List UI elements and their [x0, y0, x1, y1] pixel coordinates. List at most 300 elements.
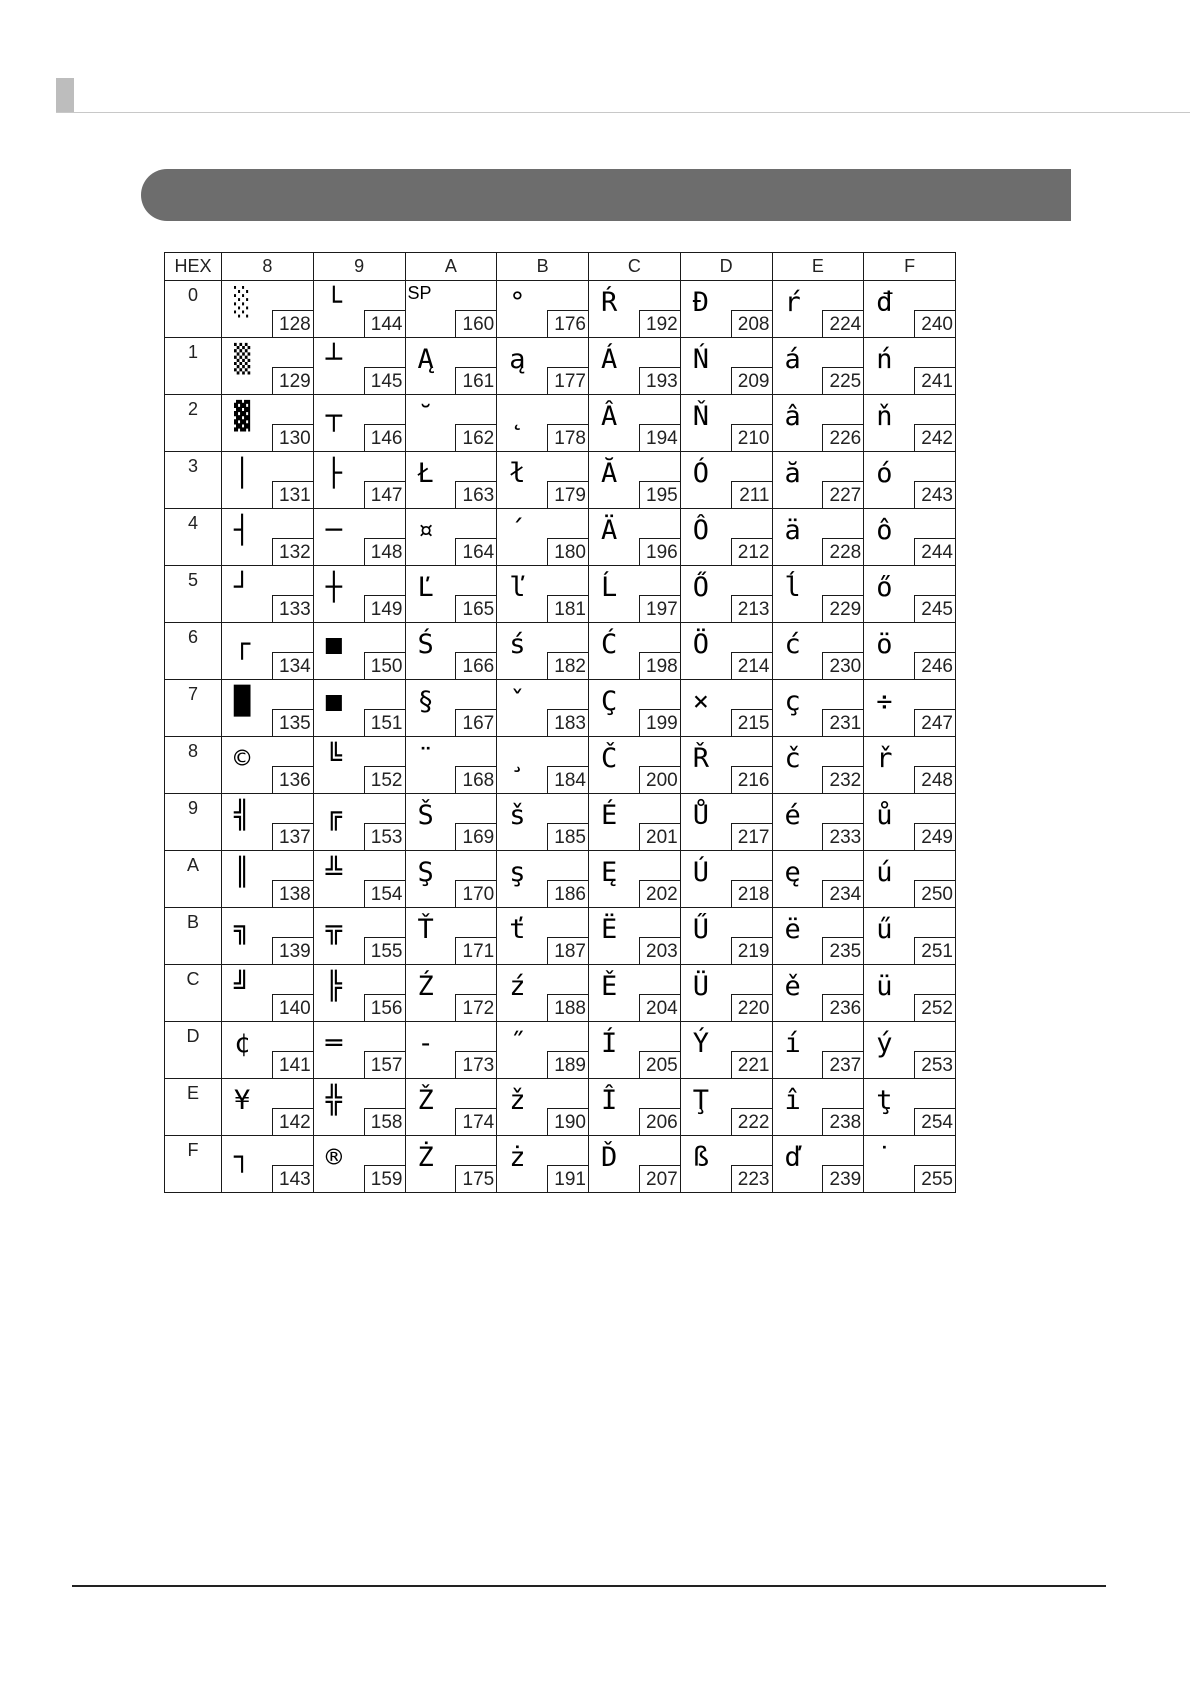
character-cell [772, 680, 864, 737]
decimal-code-box: 149 [364, 595, 405, 622]
decimal-code-box: 164 [455, 538, 496, 565]
column-header: 8 [222, 253, 314, 281]
decimal-code-box: 137 [272, 823, 313, 850]
character-glyph: ˇ [509, 686, 526, 717]
decimal-code-box: 181 [547, 595, 588, 622]
character-cell [864, 851, 956, 908]
character-cell [405, 623, 497, 680]
character-glyph: ë [784, 914, 801, 945]
character-glyph: ŕ [784, 287, 801, 318]
decimal-code-box: 193 [639, 367, 680, 394]
decimal-code-box: 170 [455, 880, 496, 907]
character-glyph: │ [234, 458, 251, 489]
character-glyph: ô [876, 515, 893, 546]
decimal-code-box: 246 [914, 652, 955, 679]
decimal-code-box: 139 [272, 937, 313, 964]
character-glyph: ę [784, 857, 801, 888]
decimal-code-box: 217 [731, 823, 772, 850]
decimal-code-box: 128 [272, 310, 313, 337]
decimal-code-box: 167 [455, 709, 496, 736]
table-row [165, 908, 956, 965]
decimal-code-box: 243 [914, 481, 955, 508]
row-header-label: F [187, 1140, 199, 1160]
character-glyph: ╝ [234, 971, 251, 1002]
character-glyph: ╔ [325, 800, 343, 831]
character-glyph: Ó [692, 458, 710, 489]
character-glyph: ş [509, 857, 526, 888]
decimal-code-box: 166 [455, 652, 496, 679]
decimal-code-box: 197 [639, 595, 680, 622]
character-cell [405, 1136, 497, 1193]
character-glyph: ¥ [234, 1085, 251, 1116]
row-header-label: A [186, 855, 199, 875]
column-header: E [772, 253, 864, 281]
character-cell [313, 281, 405, 338]
character-cell [589, 680, 681, 737]
character-cell [589, 281, 681, 338]
character-glyph: § [417, 686, 434, 717]
character-cell [589, 851, 681, 908]
row-header-label: 6 [187, 627, 198, 647]
character-cell [313, 1022, 405, 1079]
decimal-code-box: 160 [455, 310, 496, 337]
character-cell [864, 623, 956, 680]
column-header: B [497, 253, 589, 281]
character-glyph: ° [509, 287, 526, 318]
character-cell [589, 566, 681, 623]
decimal-code-box: 183 [547, 709, 588, 736]
row-header [165, 452, 222, 509]
character-glyph: Î [601, 1085, 618, 1116]
character-glyph: ą [509, 344, 526, 375]
character-glyph: Ţ [692, 1085, 710, 1116]
character-glyph: ž [509, 1085, 526, 1116]
decimal-code-box: 145 [364, 367, 405, 394]
decimal-code-box: 251 [914, 937, 955, 964]
character-cell [772, 1079, 864, 1136]
character-glyph: Ă [601, 458, 618, 489]
column-header: F [864, 253, 956, 281]
character-glyph: ä [784, 515, 801, 546]
character-glyph: ¸ [509, 743, 526, 774]
character-glyph: ź [509, 971, 526, 1002]
character-cell [680, 1022, 772, 1079]
character-cell [864, 566, 956, 623]
character-glyph: └ [325, 287, 343, 318]
decimal-code-box: 156 [364, 994, 405, 1021]
character-cell [772, 965, 864, 1022]
decimal-code-box: 150 [364, 652, 405, 679]
character-glyph: ż [509, 1142, 526, 1173]
decimal-code-box: 244 [914, 538, 955, 565]
character-glyph: ˙ [876, 1142, 893, 1173]
character-glyph: í [784, 1028, 801, 1059]
character-cell [864, 794, 956, 851]
character-cell [313, 908, 405, 965]
character-glyph: ┐ [234, 1142, 251, 1173]
decimal-code-box: 151 [364, 709, 405, 736]
row-header [165, 794, 222, 851]
character-glyph: SP [407, 283, 432, 303]
character-cell [222, 794, 314, 851]
character-cell [222, 851, 314, 908]
character-cell [222, 452, 314, 509]
character-cell [680, 851, 772, 908]
character-cell [772, 851, 864, 908]
decimal-code-box: 241 [914, 367, 955, 394]
decimal-code-box: 227 [822, 481, 863, 508]
character-cell [864, 1136, 956, 1193]
character-cell [313, 737, 405, 794]
decimal-code-box: 141 [272, 1051, 313, 1078]
character-cell [864, 338, 956, 395]
decimal-code-box: 185 [547, 823, 588, 850]
decimal-code-box: 132 [272, 538, 313, 565]
table-row [165, 1079, 956, 1136]
character-glyph: ˝ [509, 1028, 526, 1059]
character-cell [589, 452, 681, 509]
character-glyph: ˛ [509, 401, 526, 432]
decimal-code-box: 199 [639, 709, 680, 736]
row-header-label: 3 [187, 456, 198, 476]
decimal-code-box: 231 [822, 709, 863, 736]
decimal-code-box: 129 [272, 367, 313, 394]
character-cell [680, 509, 772, 566]
row-header-label: 5 [187, 570, 198, 590]
decimal-code-box: 219 [731, 937, 772, 964]
character-glyph: Í [601, 1028, 618, 1059]
character-glyph: - [417, 1028, 434, 1059]
character-cell [222, 395, 314, 452]
character-glyph: ┤ [234, 515, 251, 546]
decimal-code-box: 182 [547, 652, 588, 679]
column-header-row [165, 253, 956, 281]
decimal-code-box: 253 [914, 1051, 955, 1078]
character-glyph: ď [784, 1142, 801, 1173]
character-glyph: š [509, 800, 526, 831]
character-cell [313, 965, 405, 1022]
character-cell [680, 566, 772, 623]
character-glyph: ő [876, 572, 893, 603]
decimal-code-box: 195 [639, 481, 680, 508]
character-glyph: ě [784, 971, 801, 1002]
decimal-code-box: 218 [731, 880, 772, 907]
character-cell [222, 965, 314, 1022]
row-header [165, 1136, 222, 1193]
decimal-code-box: 250 [914, 880, 955, 907]
character-glyph: ╚ [325, 743, 343, 774]
character-glyph: Ę [601, 857, 618, 888]
decimal-code-box: 161 [455, 367, 496, 394]
character-cell [589, 794, 681, 851]
character-glyph: ü [876, 971, 893, 1002]
character-glyph: Š [417, 800, 434, 831]
character-cell [680, 281, 772, 338]
character-glyph: Ň [692, 401, 710, 432]
character-glyph: ─ [325, 515, 343, 546]
decimal-code-box: 176 [547, 310, 588, 337]
character-cell [864, 737, 956, 794]
character-cell [772, 281, 864, 338]
character-cell [313, 623, 405, 680]
character-cell [680, 794, 772, 851]
character-glyph: Ć [601, 629, 618, 660]
character-glyph: Ů [692, 800, 710, 831]
character-glyph: č [784, 743, 801, 774]
column-header: A [405, 253, 497, 281]
character-cell [222, 680, 314, 737]
decimal-code-box: 144 [364, 310, 405, 337]
row-header [165, 509, 222, 566]
character-glyph: Ż [417, 1142, 434, 1173]
decimal-code-box: 175 [455, 1165, 496, 1192]
character-cell [405, 452, 497, 509]
table-row [165, 623, 956, 680]
decimal-code-box: 221 [731, 1051, 772, 1078]
character-cell [772, 566, 864, 623]
character-glyph: ═ [325, 1028, 343, 1059]
decimal-code-box: 194 [639, 424, 680, 451]
decimal-code-box: 205 [639, 1051, 680, 1078]
decimal-code-box: 158 [364, 1108, 405, 1135]
character-glyph: ╠ [325, 971, 343, 1002]
character-glyph: Ü [692, 971, 710, 1002]
character-cell [313, 851, 405, 908]
decimal-code-box: 237 [822, 1051, 863, 1078]
character-cell [680, 965, 772, 1022]
character-cell [589, 965, 681, 1022]
row-header-label: 0 [187, 285, 198, 305]
decimal-code-box: 239 [822, 1165, 863, 1192]
footer-rule [72, 1585, 1106, 1587]
character-glyph: ń [876, 344, 893, 375]
character-cell [680, 680, 772, 737]
character-glyph: ť [509, 914, 526, 945]
row-header [165, 338, 222, 395]
character-cell [222, 281, 314, 338]
character-glyph: Ű [692, 914, 710, 945]
decimal-code-box: 146 [364, 424, 405, 451]
character-glyph: Ä [601, 515, 618, 546]
character-cell [313, 509, 405, 566]
character-cell [497, 851, 589, 908]
row-header [165, 566, 222, 623]
row-header [165, 281, 222, 338]
decimal-code-box: 168 [455, 766, 496, 793]
decimal-code-box: 212 [731, 538, 772, 565]
character-glyph: ├ [325, 458, 343, 489]
character-cell [313, 1079, 405, 1136]
table-row [165, 965, 956, 1022]
character-cell [864, 680, 956, 737]
character-cell [589, 1079, 681, 1136]
character-glyph: ¢ [234, 1028, 251, 1059]
character-glyph: × [692, 686, 710, 717]
character-cell [222, 566, 314, 623]
character-glyph: á [784, 344, 801, 375]
decimal-code-box: 214 [731, 652, 772, 679]
character-cell [589, 737, 681, 794]
decimal-code-box: 187 [547, 937, 588, 964]
character-cell [864, 509, 956, 566]
character-cell [222, 509, 314, 566]
decimal-code-box: 153 [364, 823, 405, 850]
decimal-code-box: 184 [547, 766, 588, 793]
character-glyph: ┌ [234, 629, 251, 660]
row-header-label: 1 [187, 342, 198, 362]
character-cell [497, 566, 589, 623]
character-cell [497, 680, 589, 737]
character-glyph: Ř [692, 743, 710, 774]
character-glyph: ł [509, 458, 526, 489]
character-cell [589, 395, 681, 452]
character-glyph: Ť [417, 914, 434, 945]
decimal-code-box: 172 [455, 994, 496, 1021]
character-glyph: ů [876, 800, 893, 831]
character-glyph: ┘ [234, 572, 251, 603]
character-glyph: Ą [417, 344, 434, 375]
decimal-code-box: 238 [822, 1108, 863, 1135]
decimal-code-box: 155 [364, 937, 405, 964]
character-cell [405, 794, 497, 851]
table-row [165, 509, 956, 566]
character-cell [222, 1136, 314, 1193]
character-cell [222, 737, 314, 794]
decimal-code-box: 248 [914, 766, 955, 793]
character-glyph: ┼ [325, 572, 343, 603]
character-cell [497, 1022, 589, 1079]
character-glyph: Ç [601, 686, 618, 717]
character-cell [405, 395, 497, 452]
decimal-code-box: 135 [272, 709, 313, 736]
decimal-code-box: 134 [272, 652, 313, 679]
character-cell [497, 794, 589, 851]
decimal-code-box: 204 [639, 994, 680, 1021]
row-header-label: 4 [187, 513, 198, 533]
character-cell [680, 452, 772, 509]
character-glyph: ö [876, 629, 893, 660]
decimal-code-box: 208 [731, 310, 772, 337]
decimal-code-box: 142 [272, 1108, 313, 1135]
decimal-code-box: 196 [639, 538, 680, 565]
character-glyph: ś [509, 629, 526, 660]
row-header-label: E [186, 1083, 199, 1103]
character-glyph: ▒ [234, 344, 251, 375]
character-glyph: é [784, 800, 801, 831]
character-cell [497, 281, 589, 338]
character-glyph: © [234, 743, 251, 774]
decimal-code-box: 169 [455, 823, 496, 850]
character-cell [772, 794, 864, 851]
character-cell [405, 338, 497, 395]
character-cell [680, 737, 772, 794]
row-header [165, 623, 222, 680]
decimal-code-box: 232 [822, 766, 863, 793]
character-glyph: Ń [692, 344, 710, 375]
character-cell [405, 737, 497, 794]
character-glyph: ´ [509, 515, 526, 546]
character-cell [680, 908, 772, 965]
character-glyph: Ŕ [601, 287, 618, 318]
character-cell [222, 623, 314, 680]
decimal-code-box: 190 [547, 1108, 588, 1135]
character-glyph: Ď [601, 1142, 618, 1173]
decimal-code-box: 216 [731, 766, 772, 793]
character-cell [772, 395, 864, 452]
character-cell [772, 509, 864, 566]
character-cell [405, 1079, 497, 1136]
character-cell [313, 566, 405, 623]
character-glyph: ▓ [234, 401, 251, 432]
character-cell [772, 452, 864, 509]
character-cell [405, 1022, 497, 1079]
character-glyph: É [601, 800, 618, 831]
table-row [165, 794, 956, 851]
decimal-code-box: 147 [364, 481, 405, 508]
character-glyph: Ł [417, 458, 434, 489]
character-cell [772, 1022, 864, 1079]
row-header-label: 9 [187, 798, 198, 818]
table-row [165, 1022, 956, 1079]
character-glyph: Ĺ [601, 572, 618, 603]
row-header [165, 737, 222, 794]
character-cell [864, 281, 956, 338]
decimal-code-box: 247 [914, 709, 955, 736]
character-glyph: Ľ [417, 572, 434, 603]
character-glyph: ó [876, 458, 893, 489]
character-glyph: Ô [692, 515, 710, 546]
character-glyph: ® [325, 1142, 343, 1173]
decimal-code-box: 188 [547, 994, 588, 1021]
hex-corner-label: HEX [165, 253, 222, 281]
character-glyph: ┴ [325, 344, 343, 375]
decimal-code-box: 255 [914, 1165, 955, 1192]
character-glyph: Ź [417, 971, 434, 1002]
character-glyph: ╣ [234, 800, 251, 831]
character-glyph: ć [784, 629, 801, 660]
decimal-code-box: 152 [364, 766, 405, 793]
decimal-code-box: 234 [822, 880, 863, 907]
table-row [165, 395, 956, 452]
character-cell [589, 1136, 681, 1193]
character-glyph: ţ [876, 1085, 893, 1116]
character-glyph: Ú [692, 857, 710, 888]
character-glyph: Ş [417, 857, 434, 888]
character-cell [589, 623, 681, 680]
decimal-code-box: 226 [822, 424, 863, 451]
decimal-code-box: 252 [914, 994, 955, 1021]
row-header-label: B [186, 912, 199, 932]
decimal-code-box: 228 [822, 538, 863, 565]
decimal-code-box: 148 [364, 538, 405, 565]
character-cell [864, 1079, 956, 1136]
character-glyph: ĺ [784, 572, 801, 603]
row-header [165, 1022, 222, 1079]
character-glyph: Ś [417, 629, 434, 660]
character-cell [772, 623, 864, 680]
row-header [165, 680, 222, 737]
header-rule [56, 112, 1190, 113]
decimal-code-box: 223 [731, 1165, 772, 1192]
decimal-code-box: 143 [272, 1165, 313, 1192]
character-cell [313, 680, 405, 737]
decimal-code-box: 163 [455, 481, 496, 508]
character-glyph: ¨ [417, 743, 434, 774]
character-cell [222, 908, 314, 965]
character-glyph: █ [234, 686, 251, 717]
character-glyph: ă [784, 458, 801, 489]
decimal-code-box: 225 [822, 367, 863, 394]
